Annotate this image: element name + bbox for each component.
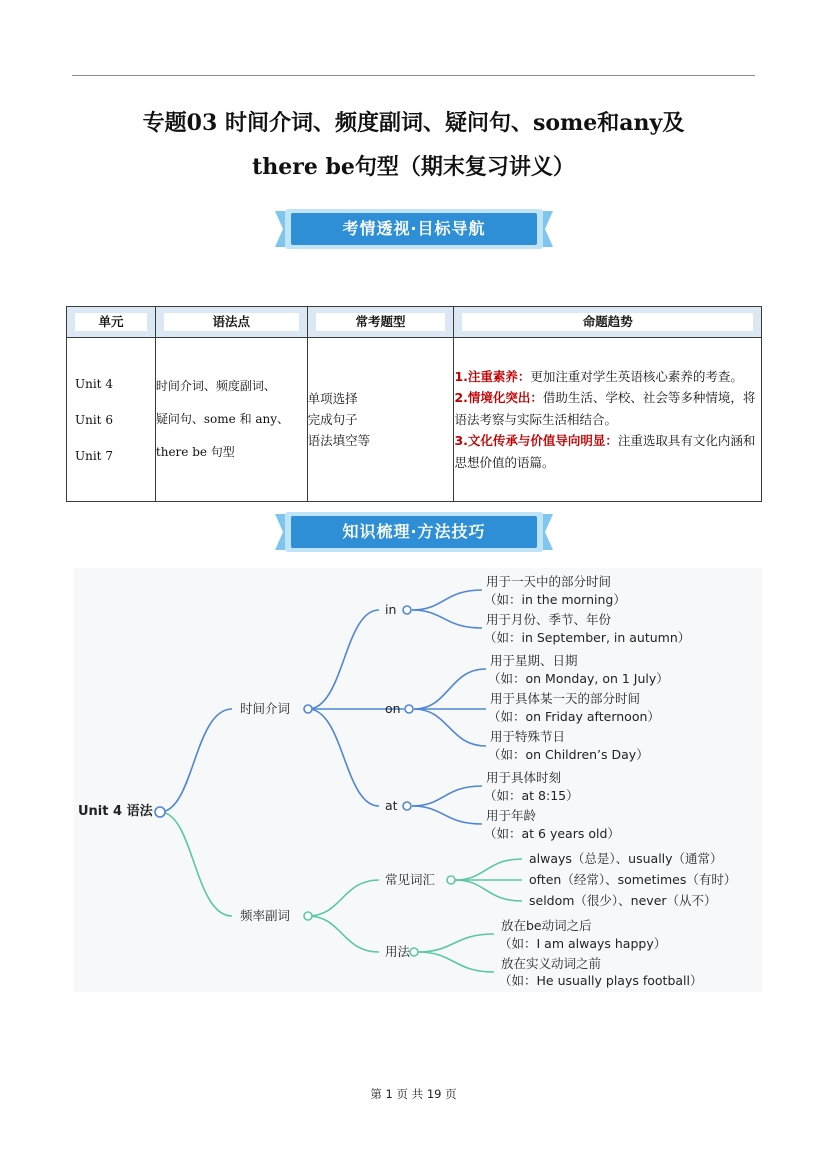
trend-label: 1.注重素养： bbox=[454, 368, 531, 384]
mindmap-leaf-example: （如：on Children’s Day） bbox=[488, 747, 649, 762]
mindmap-leaf-example: （如：at 8:15） bbox=[484, 788, 579, 803]
mindmap-leaf-example: （如：in September, in autumn） bbox=[484, 630, 691, 645]
mindmap-leaf: 用于具体某一天的部分时间 bbox=[490, 691, 641, 706]
trend-item bbox=[454, 430, 761, 473]
mindmap-leaf: 放在实义动词之前 bbox=[501, 956, 602, 971]
mindmap-node-frequency-adverbs: 频率副词 bbox=[240, 908, 291, 923]
question-type: 单项选择 bbox=[307, 391, 358, 406]
mindmap-leaf: 用于星期、日期 bbox=[490, 653, 578, 668]
mindmap-leaf-example: （如：on Friday afternoon） bbox=[488, 709, 660, 724]
mindmap-node-common-words: 常见词汇 bbox=[385, 872, 436, 887]
section-banner-knowledge bbox=[275, 510, 553, 554]
question-type: 语法填空等 bbox=[307, 433, 371, 448]
unit-label: Unit 4 bbox=[75, 376, 113, 391]
mindmap-leaf-example: （如：on Monday, on 1 July） bbox=[488, 671, 669, 686]
unit-label: Unit 6 bbox=[75, 412, 113, 427]
trend-text: 借助生活、学校、社会等多种情境，将语法考察与实际生活相结合。 bbox=[454, 390, 756, 427]
document-title-line-1: 专题03 时间介词、频度副词、疑问句、some和any及 bbox=[142, 110, 685, 136]
mindmap-leaf-example: （如：at 6 years old） bbox=[484, 826, 620, 841]
mindmap-node-in: in bbox=[385, 602, 397, 617]
trend-item bbox=[454, 366, 761, 388]
mindmap-node-usage: 用法 bbox=[385, 944, 411, 959]
page-footer: 第 1 页 共 19 页 bbox=[370, 1087, 457, 1101]
question-types-cell bbox=[307, 338, 454, 502]
header-question-types: 常考题型 bbox=[316, 313, 446, 331]
trend-label: 3.文化传承与价值导向明显： bbox=[454, 433, 618, 449]
question-type: 完成句子 bbox=[307, 412, 358, 427]
grammar-line: there be 句型 bbox=[155, 445, 235, 459]
mindmap-leaf: 用于一天中的部分时间 bbox=[486, 574, 612, 589]
mindmap-leaf: 用于特殊节日 bbox=[490, 729, 566, 744]
units-cell bbox=[67, 338, 156, 502]
grammar-line: 疑问句、some 和 any、 bbox=[155, 412, 290, 426]
document-title-line-2: there be句型（期末复习讲义） bbox=[252, 154, 575, 180]
mindmap-leaf: 用于年龄 bbox=[486, 808, 537, 823]
mindmap-leaf: always（总是）、usually（通常） bbox=[529, 851, 723, 866]
trend-label: 2.情境化突出： bbox=[454, 390, 543, 406]
mindmap-leaf: seldom（很少）、never（从不） bbox=[529, 893, 717, 908]
table-row bbox=[67, 338, 762, 502]
header-unit: 单元 bbox=[75, 313, 147, 331]
header-trends: 命题趋势 bbox=[462, 313, 753, 331]
header-rule bbox=[72, 75, 755, 76]
exam-overview-table bbox=[66, 306, 762, 502]
table-header-row bbox=[67, 307, 762, 338]
mindmap-leaf: 用于具体时刻 bbox=[486, 770, 562, 785]
mindmap-node-time-prepositions: 时间介词 bbox=[240, 701, 291, 716]
mindmap-leaf-example: （如：I am always happy） bbox=[499, 936, 667, 951]
trends-cell bbox=[454, 338, 762, 502]
mindmap-leaf: 放在be动词之后 bbox=[501, 918, 592, 933]
banner-title: 知识梳理·方法技巧 bbox=[342, 522, 486, 541]
mindmap-leaf: 用于月份、季节、年份 bbox=[486, 612, 612, 627]
mindmap-node-at: at bbox=[385, 798, 398, 813]
grammar-line: 时间介词、频度副词、 bbox=[155, 379, 276, 393]
mindmap-leaf-example: （如：in the morning） bbox=[484, 592, 626, 607]
mindmap-leaf-example: （如：He usually plays football） bbox=[499, 973, 703, 988]
trend-text: 注重选取具有文化内涵和思想价值的语篇。 bbox=[454, 433, 756, 470]
banner-title: 考情透视·目标导航 bbox=[342, 219, 486, 238]
trend-item bbox=[454, 387, 761, 430]
trend-text: 更加注重对学生英语核心素养的考查。 bbox=[530, 368, 743, 384]
unit-label: Unit 7 bbox=[75, 448, 113, 463]
mindmap-root: Unit 4 语法 bbox=[78, 804, 153, 819]
mindmap-leaf: often（经常）、sometimes（有时） bbox=[529, 872, 737, 887]
grammar-mindmap bbox=[74, 568, 762, 992]
mindmap-node-on: on bbox=[385, 701, 401, 716]
section-banner-exam-overview bbox=[275, 207, 553, 251]
grammar-cell bbox=[155, 338, 307, 502]
header-grammar: 语法点 bbox=[164, 313, 299, 331]
